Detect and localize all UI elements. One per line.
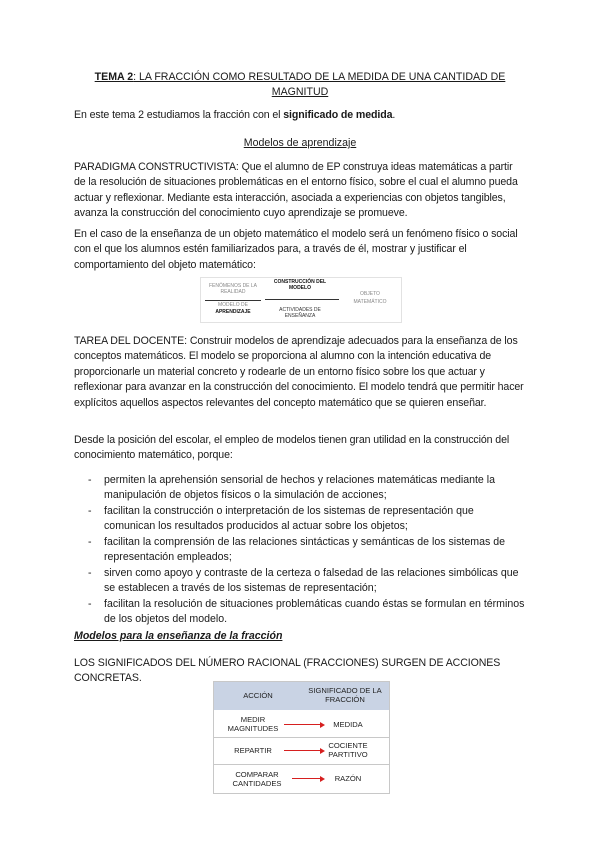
- table-cell-meaning: COCIENTE PARTITIVO: [328, 741, 368, 759]
- diagram-center-bottom: ACTIVIDADES DE ENSEÑANZA: [279, 307, 321, 319]
- list-item: [74, 504, 526, 534]
- subheading: Modelos para la enseñanza de la fracción: [74, 630, 283, 642]
- intro-end: .: [392, 109, 396, 121]
- arrow-icon: [284, 724, 322, 725]
- intro-text: En este tema 2 estudiamos la fracción con el: [74, 109, 284, 121]
- diagram-left-top: FENÓMENOS DE LA REALIDAD: [208, 283, 258, 295]
- bullet-text: permiten la aprehensión sensorial de hechos y relaciones matemáticas mediante la manipulación de objetos físicos o la simulación de acciones;: [104, 474, 496, 502]
- reasons-list: [74, 473, 526, 628]
- document-title: [74, 70, 526, 100]
- fraction-meanings-table: [213, 681, 390, 794]
- paradigm-paragraph: PARADIGMA CONSTRUCTIVISTA: Que el alumno de EP construya ideas matemáticas a partir de la resolución de situaciones problemáticas en el entorno físico, sobre el cual el alumno pueda actuar y reflexionar. Mediante esta interacción, asociada a experiencias con objetos tangibles, avanza la construcción del conocimiento cuyo aprendizaje se promueve.: [74, 161, 518, 220]
- meanings-paragraph: LOS SIGNIFICADOS DEL NÚMERO RACIONAL (FRACCIONES) SURGEN DE ACCIONES CONCRETAS.: [74, 657, 501, 685]
- diagram-divider-center: [265, 299, 339, 300]
- table-cell-action: COMPARAR CANTIDADES: [232, 770, 282, 788]
- diagram-right-top: OBJETO: [360, 291, 380, 297]
- title-text: : LA FRACCIÓN COMO RESULTADO DE LA MEDIDA DE UNA CANTIDAD DE MAGNITUD: [133, 71, 506, 98]
- table-cell-action: MEDIR MAGNITUDES: [227, 715, 279, 733]
- table-cell-action: REPARTIR: [234, 746, 272, 755]
- bullet-dash: -: [88, 535, 92, 548]
- diagram-left-bottom-small: MODELO DE: [217, 302, 248, 308]
- diagram-right-bottom: MATEMÁTICO: [353, 299, 387, 305]
- list-item: [74, 473, 526, 503]
- bullet-text: facilitan la construcción o interpretación de los sistemas de representación que comunican los resultados producidos al actuar sobre los objetos;: [104, 504, 474, 533]
- table-header-cell: SIGNIFICADO DE LA FRACCIÓN: [308, 686, 382, 704]
- diagram-center-top: CONSTRUCCIÓN DEL MODELO: [273, 279, 327, 291]
- learning-model-diagram: [200, 277, 402, 323]
- intro-paragraph: [74, 108, 526, 123]
- title-label: TEMA 2: [94, 71, 134, 83]
- teacher-task-paragraph: TAREA DEL DOCENTE: Construir modelos de aprendizaje adecuados para la enseñanza de los conceptos matemáticos. El modelo se proporciona al alumno con la intención educativa de proporcionarle un material concreto y rodearle de un entorno físico sobre los que actuar y reflexionar para avanzar en la construcción del conocimiento. El modelo tendrá que permitir hacer explícitos aquellos aspectos relevantes del concepto matemático que se quieren enseñar.: [74, 335, 524, 409]
- arrow-icon: [284, 750, 322, 751]
- model-paragraph: En el caso de la enseñanza de un objeto matemático el modelo será un fenómeno físico o social con el que los alumnos estén familiarizados para, a través de él, mostrar y justificar el comportamiento del objeto matemático:: [74, 228, 518, 271]
- table-cell-meaning: MEDIDA: [333, 720, 363, 729]
- bullet-dash: -: [88, 597, 92, 610]
- school-paragraph: Desde la posición del escolar, el empleo de modelos tienen gran utilidad en la construcción del conocimiento matemático, porque:: [74, 434, 510, 462]
- list-item: [74, 597, 526, 627]
- bullet-dash: -: [88, 474, 92, 486]
- row-divider: [214, 737, 389, 738]
- section-heading: Modelos de aprendizaje: [243, 137, 357, 149]
- bullet-dash: -: [88, 566, 92, 579]
- table-header-cell: ACCIÓN: [243, 691, 273, 700]
- bullet-text: facilitan la comprensión de las relaciones sintácticas y semánticas de los sistemas de representación empleados;: [104, 535, 505, 564]
- arrow-icon: [292, 778, 322, 779]
- row-divider: [214, 764, 389, 765]
- bullet-text: sirven como apoyo y contraste de la certeza o falsedad de las relaciones simbólicas que se establecen a través de los sistemas de representación;: [104, 566, 519, 594]
- list-item: [74, 566, 526, 596]
- intro-bold: significado de medida: [283, 109, 393, 121]
- diagram-divider-left: [205, 300, 261, 301]
- list-item: [74, 535, 526, 565]
- bullet-dash: -: [88, 504, 92, 517]
- table-cell-meaning: RAZÓN: [334, 774, 362, 783]
- bullet-text: facilitan la resolución de situaciones problemáticas cuando éstas se formulan en términos de los objetos del modelo.: [104, 597, 525, 625]
- diagram-left-bottom: APRENDIZAJE: [215, 309, 251, 315]
